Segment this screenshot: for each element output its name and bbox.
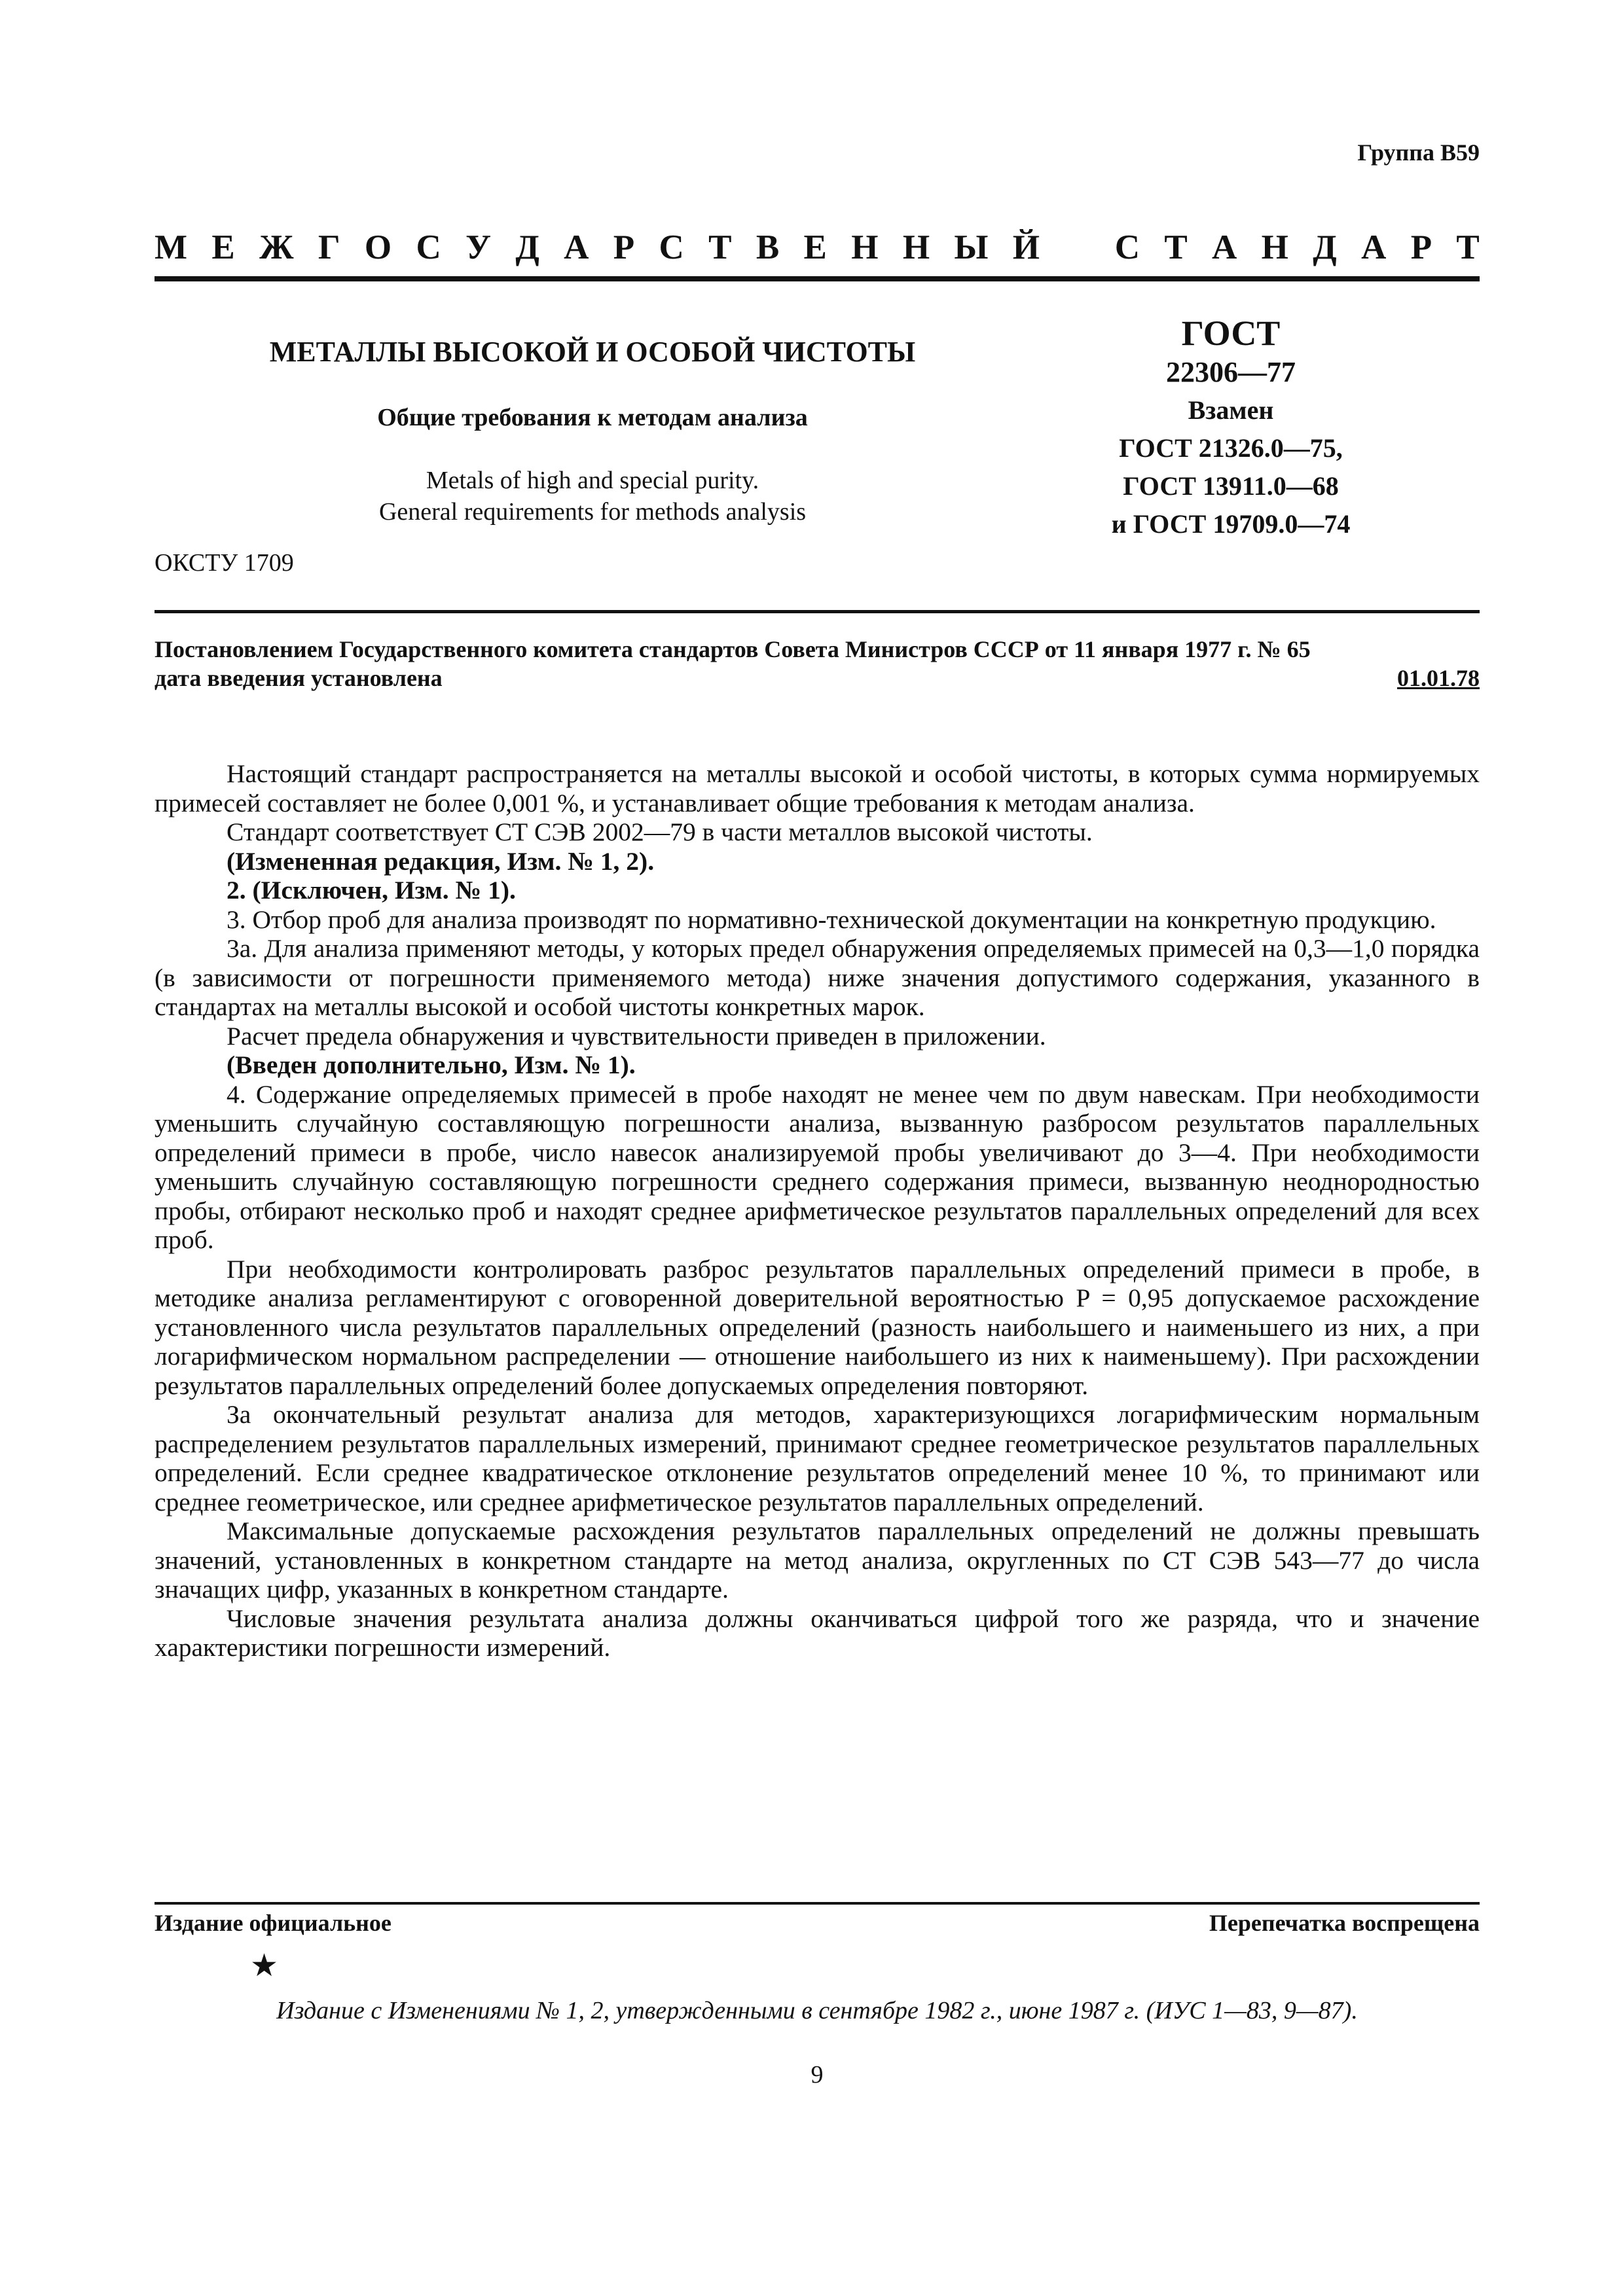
decree-date-row <box>155 664 1480 692</box>
banner-letter: В <box>756 228 780 266</box>
banner-letter: М <box>155 228 188 266</box>
gost-number: 22306—77 <box>1166 356 1296 388</box>
paragraph: Максимальные допускаемые расхождения результатов параллельных определений не должны превышать значений, установленных в конкретном стандарте на метод анализа, округленных по СТ СЭВ 543—77 до числа значащих цифр, указанных в конкретном стандарте. <box>155 1516 1480 1604</box>
banner-letter: Е <box>803 228 827 266</box>
banner-letter: У <box>465 228 492 266</box>
banner-letter: Ы <box>954 228 989 266</box>
paragraph: При необходимости контролировать разброс результатов параллельных определений примеси в пробе, в методике анализа регламентируют с оговоренной доверительной вероятностью P = 0,95 допускаемое расхождение установленного числа результатов параллельных определений (разность наибольшего и наименьшего из них, а при логарифмическом нормальном распределении — отношение наибольшего из них к наименьшему). При расхождении результатов параллельных определений более допускаемых определения повторяют. <box>155 1254 1480 1400</box>
banner-letter: Н <box>1261 228 1288 266</box>
footer-rule <box>155 1902 1480 1905</box>
group-code: Группа В59 <box>1357 139 1480 166</box>
reprint-prohibited-label: Перепечатка воспрещена <box>1209 1910 1480 1936</box>
official-edition-label: Издание официальное <box>155 1910 392 1936</box>
replaces-label: Взамен <box>1188 395 1274 425</box>
banner-letter: А <box>564 228 589 266</box>
banner-letter: С <box>1114 228 1140 266</box>
banner-letter: Т <box>1456 228 1480 266</box>
banner-letter: Ж <box>259 228 294 266</box>
banner-letter: Г <box>318 228 340 266</box>
document-title: МЕТАЛЛЫ ВЫСОКОЙ И ОСОБОЙ ЧИСТОТЫ <box>269 336 916 368</box>
paragraph: 4. Содержание определяемых примесей в пробе находят не менее чем по двум навескам. При необходимости уменьшить случайную составляющую погрешности анализа, вызванную разбросом результатов параллельных определений примеси в пробе, число навесок анализируемой пробы увеличивают до 3—4. При необходимости уменьшить случайную составляющую погрешности среднего содержания примеси, вызванную неоднородностью пробы, отбирают несколько проб и находят среднее арифметическое результатов параллельных определений для всех проб. <box>155 1079 1480 1254</box>
paragraph: Числовые значения результата анализа должны оканчиваться цифрой того же разряда, что и значение характеристики погрешности измерений. <box>155 1604 1480 1662</box>
english-title-line-1: Metals of high and special purity. <box>426 467 759 494</box>
paragraph: Настоящий стандарт распространяется на металлы высокой и особой чистоты, в которых сумма нормируемых примесей составляет не более 0,001 %, и устанавливает общие требования к методам анализа. <box>155 759 1480 817</box>
gost-designation <box>1021 313 1440 543</box>
decree-line: Постановлением Государственного комитета стандартов Совета Министров СССР от 11 января 1977 г. № 65 <box>155 636 1311 662</box>
star-icon: ★ <box>250 1948 279 1983</box>
replaced-standard: ГОСТ 21326.0—75, <box>1119 433 1343 463</box>
paragraph: Стандарт соответствует СТ СЭВ 2002—79 в части металлов высокой чистоты. <box>227 817 1093 846</box>
banner-letter: Р <box>1410 228 1432 266</box>
okstu-code: ОКСТУ 1709 <box>155 549 294 577</box>
paragraph: 3а. Для анализа применяют методы, у которых предел обнаружения определяемых примесей на 0,3—1,0 порядка (в зависимости от погрешности применяемого метода) ниже значения допустимого содержания, указанного в стандартах на металлы высокой и особой чистоты конкретных марок. <box>155 934 1480 1021</box>
gost-label: ГОСТ <box>1181 314 1281 353</box>
banner-letter: Т <box>1164 228 1188 266</box>
paragraph: Расчет предела обнаружения и чувствительности приведен в приложении. <box>227 1021 1046 1050</box>
decree-block <box>155 635 1480 692</box>
edition-note: Издание с Изменениями № 1, 2, утвержденными в сентябре 1982 г., июне 1987 г. (ИУС 1—83, 9—87). <box>276 1997 1358 2024</box>
body-text <box>155 759 1480 1662</box>
amendment-note: 2. (Исключен, Изм. № 1). <box>227 876 516 905</box>
banner-letter: А <box>1212 228 1237 266</box>
banner-letter: Р <box>613 228 635 266</box>
paragraph: За окончательный результат анализа для методов, характеризующихся логарифмическим нормальным распределением результатов параллельных измерений, принимают среднее геометрическое результатов параллельных определений. Если среднее квадратическое отклонение результатов определений менее 10 %, то принимают или среднее геометрическое, или среднее арифметическое результатов параллельных определений. <box>155 1400 1480 1516</box>
banner-letter: Й <box>1012 228 1040 266</box>
replaced-standard: и ГОСТ 19709.0—74 <box>1111 509 1351 539</box>
english-title <box>249 465 936 528</box>
document-subtitle: Общие требования к методам анализа <box>377 404 808 431</box>
amendment-note: (Измененная редакция, Изм. № 1, 2). <box>227 846 655 876</box>
banner-word-gap <box>1064 228 1090 267</box>
effective-date: 01.01.78 <box>1397 665 1480 691</box>
page-number: 9 <box>811 2061 824 2089</box>
english-title-line-2: General requirements for methods analysis <box>378 498 807 526</box>
banner-letter: С <box>416 228 441 266</box>
banner-letter: Т <box>708 228 732 266</box>
decree-date-label: дата введения установлена <box>155 665 443 691</box>
banner-letter: Н <box>902 228 930 266</box>
banner-letter: Д <box>1313 228 1337 266</box>
replaced-standard: ГОСТ 13911.0—68 <box>1123 471 1339 501</box>
banner-letter: Д <box>515 228 539 266</box>
banner-letter: С <box>659 228 684 266</box>
title-block-rule <box>155 610 1480 613</box>
top-thick-rule <box>155 276 1480 281</box>
banner-letter: Н <box>851 228 879 266</box>
banner-letter: О <box>364 228 392 266</box>
standard-banner <box>155 228 1480 267</box>
amendment-note: (Введен дополнительно, Изм. № 1). <box>227 1050 636 1079</box>
banner-letter: Е <box>211 228 235 266</box>
paragraph: 3. Отбор проб для анализа производят по нормативно-технической документации на конкретную продукцию. <box>227 905 1436 934</box>
banner-letter: А <box>1361 228 1387 266</box>
